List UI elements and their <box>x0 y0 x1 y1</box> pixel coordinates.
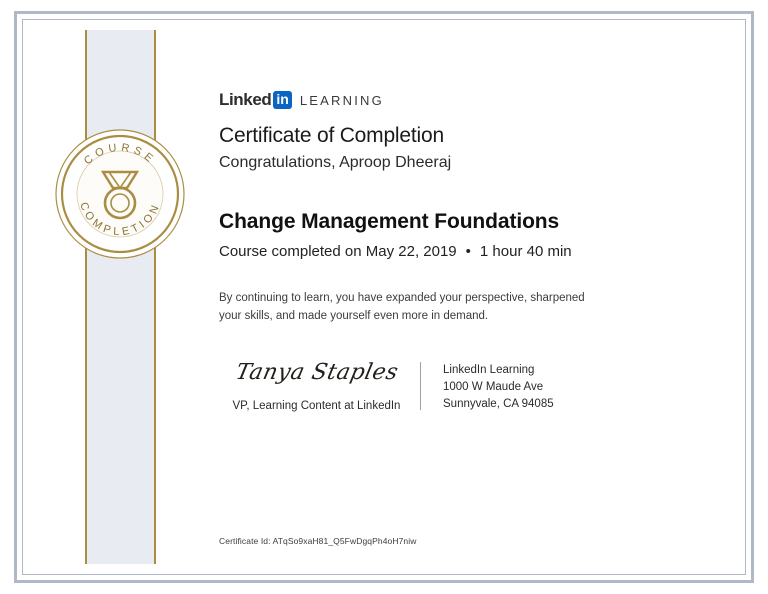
company-street: 1000 W Maude Ave <box>443 380 544 393</box>
company-name: LinkedIn Learning <box>443 363 535 376</box>
decorative-ribbon-band <box>86 30 154 564</box>
ribbon-rule-left <box>85 30 87 564</box>
course-completion-seal <box>53 127 187 261</box>
encouragement-text: By continuing to learn, you have expanded your perspective, sharpened your skills, and made yourself even more in demand. <box>219 292 585 322</box>
congratulations-line: Congratulations, Aproop Dheeraj <box>219 154 452 171</box>
course-meta <box>219 243 689 260</box>
seal-top-text: COURSE <box>81 141 159 168</box>
ribbon-rule-right <box>154 30 156 564</box>
certificate-id: Certificate Id: ATqSo9xaH81_Q5FwDgqPh4oH7niw <box>219 536 417 546</box>
logo-learning-text: LEARNING <box>299 92 384 108</box>
signatory-title: VP, Learning Content at LinkedIn <box>232 399 401 412</box>
meta-separator: • <box>465 243 471 260</box>
course-title: Change Management Foundations <box>219 210 560 233</box>
course-duration: 1 hour 40 min <box>479 243 572 260</box>
logo-in-badge: in <box>273 91 291 109</box>
company-address <box>443 360 554 414</box>
page-title: Certificate of Completion <box>219 124 444 147</box>
signature-left <box>219 360 420 412</box>
completion-date: Course completed on May 22, 2019 <box>219 243 457 260</box>
signature-divider <box>420 362 421 410</box>
certificate-content <box>219 90 689 413</box>
signature-block <box>219 360 689 414</box>
linkedin-learning-logo <box>219 90 689 110</box>
signature-script: Tanya Staples <box>233 359 401 385</box>
company-city-state: Sunnyvale, CA 94085 <box>443 398 554 411</box>
logo-wordmark: Linked <box>219 90 272 109</box>
seal-bottom-text: COMPLETION <box>77 200 163 239</box>
